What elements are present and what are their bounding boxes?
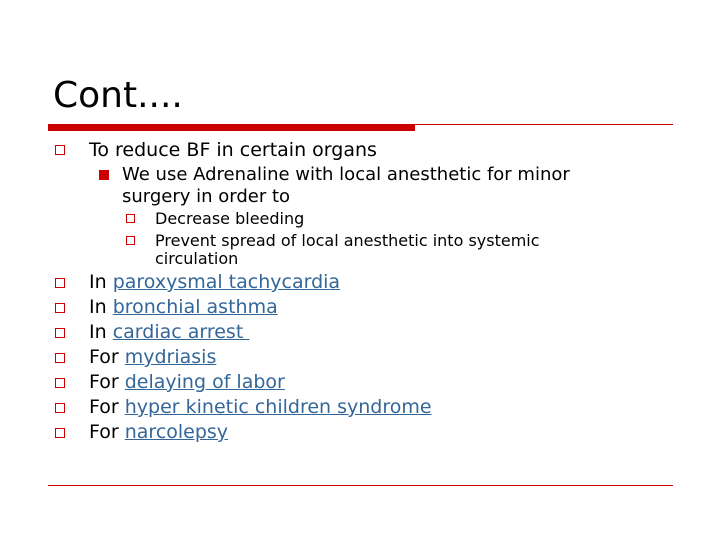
list-item-prefix: In bbox=[89, 321, 113, 343]
list-item bbox=[89, 395, 432, 420]
hollow-square-bullet-icon bbox=[55, 303, 65, 313]
title-underline-thin bbox=[415, 124, 673, 125]
footer-rule bbox=[48, 485, 673, 486]
list-item-prefix: For bbox=[89, 346, 125, 368]
subsub-bullet-text: Decrease bleeding bbox=[155, 209, 305, 228]
hollow-square-bullet-icon bbox=[126, 236, 135, 245]
list-item bbox=[89, 270, 340, 295]
list-item-link[interactable]: narcolepsy bbox=[124, 421, 229, 443]
list-item bbox=[89, 295, 278, 320]
hollow-square-bullet-icon bbox=[55, 428, 65, 438]
hollow-square-bullet-icon bbox=[55, 378, 65, 388]
list-item bbox=[89, 345, 216, 370]
hollow-square-bullet-icon bbox=[55, 328, 65, 338]
list-item-prefix: For bbox=[89, 396, 125, 418]
list-item-prefix: For bbox=[89, 421, 125, 443]
list-item-link[interactable]: paroxysmal tachycardia bbox=[112, 271, 341, 293]
sub-bullet-text: We use Adrenaline with local anesthetic for minor bbox=[122, 164, 570, 185]
bullet-text: To reduce BF in certain organs bbox=[89, 139, 377, 161]
list-item-prefix: In bbox=[89, 296, 113, 318]
filled-square-bullet-icon bbox=[99, 170, 109, 180]
list-item bbox=[89, 320, 249, 345]
sub-bullet-text-cont: surgery in order to bbox=[122, 186, 291, 207]
list-item bbox=[89, 370, 285, 395]
list-item-link[interactable]: bronchial asthma bbox=[112, 296, 278, 318]
list-item-link[interactable]: delaying of labor bbox=[124, 371, 285, 393]
hollow-square-bullet-icon bbox=[55, 353, 65, 363]
list-item bbox=[89, 420, 228, 445]
hollow-square-bullet-icon bbox=[55, 403, 65, 413]
list-item-prefix: For bbox=[89, 371, 125, 393]
list-item-prefix: In bbox=[89, 271, 113, 293]
slide-title: Cont.... bbox=[53, 75, 183, 116]
hollow-square-bullet-icon bbox=[55, 278, 65, 288]
subsub-bullet-text-cont: circulation bbox=[155, 249, 239, 268]
hollow-square-bullet-icon bbox=[126, 214, 135, 223]
hollow-square-bullet-icon bbox=[55, 145, 65, 155]
list-item-link[interactable]: mydriasis bbox=[124, 346, 217, 368]
subsub-bullet-text: Prevent spread of local anesthetic into systemic bbox=[155, 231, 540, 250]
list-item-link[interactable]: hyper kinetic children syndrome bbox=[124, 396, 432, 418]
title-underline-thick bbox=[48, 124, 415, 131]
list-item-link[interactable]: cardiac arrest bbox=[112, 321, 250, 343]
